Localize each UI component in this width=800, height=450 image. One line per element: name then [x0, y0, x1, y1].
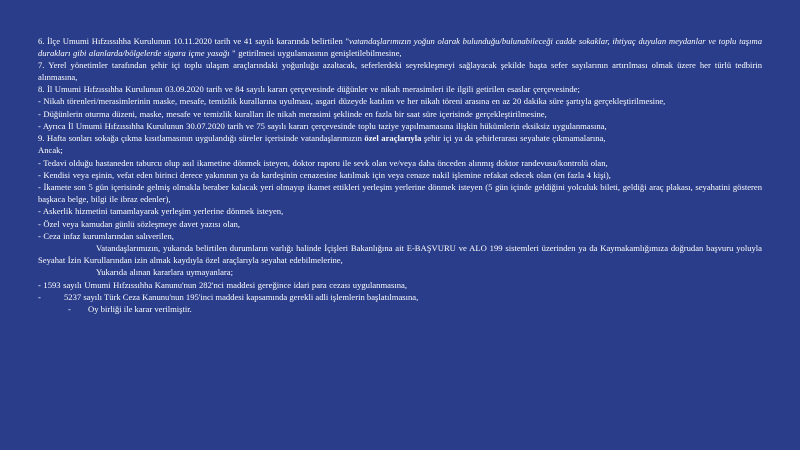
- item-7: 7. Yerel yönetimler tarafından şehir içi toplu ulaşım araçlarındaki yoğunluğu azaltacak, seferlerdeki seyrekleşmeyi sağlayacak şekilde başta sefer sayılarının artırılması olmak üzere her türlü tedbirin alınmasına,: [38, 60, 762, 82]
- decision-marker: -: [68, 303, 71, 314]
- penalty-1: - 1593 sayılı Umumi Hıfzıssıhha Kanunu'nun 282'nci maddesi gereğince idari para cezası uygulanmasına,: [38, 279, 407, 290]
- item-9-bold: özel araçlarıyla: [364, 133, 422, 144]
- decision-text: Oy birliği ile karar verilmiştir.: [88, 303, 192, 314]
- item-8: 8. İl Umumi Hıfzıssıhha Kurulunun 03.09.2020 tarih ve 84 sayılı kararı çerçevesinde düğünler ve nikah merasimleri ile ilgili getirilen esaslar çerçevesinde;: [38, 84, 580, 94]
- item-9-lead: 9. Hafta sonları sokağa çıkma kısıtlamasının uygulandığı süreler içerisinde vatandaşlarımızın: [38, 133, 365, 144]
- document-body: [38, 36, 762, 315]
- penalty-2-text: 5237 sayılı Türk Ceza Kanunu'nun 195'inci maddesi kapsamında gerekli adli işlemlerin başlatılmasına,: [64, 291, 419, 302]
- item-9: [38, 133, 762, 145]
- penalty-2: [38, 292, 762, 304]
- ancak-label: Ancak;: [38, 145, 63, 156]
- travel-permission-paragraph: Vatandaşlarımızın, yukarıda belirtilen durumların varlığı halinde İçişleri Bakanlığına ait E-BAŞVURU ve ALO 199 sistemleri üzerinden ya da Kaymakamlığımıza doğrudan başvuru yoluyla Seyahat İzin Kurullarından izin almak kaydıyla özel araçlarıyla seyahat edebilmelerine,: [38, 243, 762, 265]
- decision-line: [38, 304, 762, 316]
- item-6-tail: " getirilmesi uygulamasının genişletilebilmesine,: [229, 47, 402, 58]
- wedding-rule-1: - Nikah törenleri/merasimlerinin maske, mesafe, temizlik kurallarına uyulması, asgari düzeyde katılım ve her nikah töreni arasına en az 20 dakika süre şartıyla gerçekleştirilmesine,: [38, 96, 666, 107]
- exception-5: - Özel veya kamudan günlü sözleşmeye davet yazısı olan,: [38, 218, 240, 229]
- penalty-2-marker: -: [38, 291, 41, 302]
- wedding-rule-2: - Düğünlerin oturma düzeni, maske, mesafe ve temizlik kuralları ile nikah merasimi şeklinde en fazla bir saat süre içerisinde gerçekleştirilmesine,: [38, 108, 547, 119]
- exception-4: - Askerlik hizmetini tamamlayarak yerleşim yerlerine dönmek isteyen,: [38, 206, 284, 217]
- item-6-quote: vatandaşlarımızın yoğun olarak bulunduğu/bulunabileceği cadde sokaklar, ihtiyaç duyulan meydanlar ve toplu taşıma durakları gibi alanlarda/bölgelerde sigara içme yasağı: [38, 36, 762, 58]
- exception-6: - Ceza infaz kurumlarından salıverilen,: [38, 230, 174, 241]
- item-9-tail: şehir içi ya da şehirlerarası seyahate çıkmamalarına,: [421, 133, 606, 144]
- exception-2: - Kendisi veya eşinin, vefat eden birinci derece yakınının ya da kardeşinin cenazesine katılmak için veya cenaze nakil işlemine refakat edecek olan (en fazla 4 kişi),: [38, 170, 611, 181]
- penalty-intro: Yukarıda alınan kararlara uymayanlara;: [96, 267, 233, 278]
- item-6: [38, 36, 762, 59]
- exception-3: - İkamete son 5 gün içerisinde gelmiş olmakla beraber kalacak yeri olmayıp ikamet ettikleri yerleşim yerlerine dönmek isteyen (5 gün içinde geldiğini yolculuk bileti, geldiği araç plakası, seyahatini gösteren başkaca belge, bilgi ile ibraz edenler),: [38, 182, 762, 205]
- item-6-lead: 6. İlçe Umumi Hıfzıssıhha Kurulunun 10.11.2020 tarih ve 41 sayılı kararında belirtilen ": [38, 36, 349, 46]
- exception-1: - Tedavi olduğu hastaneden taburcu olup asıl ikametine dönmek isteyen, doktor raporu ile sevk olan ve/veya daha önceden alınmış doktor randevusu/kontrolü olan,: [38, 157, 608, 168]
- wedding-rule-3: - Ayrıca İl Umumi Hıfzıssıhha Kurulunun 30.07.2020 tarih ve 75 sayılı kararı çerçevesinde toplu taziye yapılmamasına ilişkin hükümlerin eksiksiz uygulanmasına,: [38, 120, 607, 131]
